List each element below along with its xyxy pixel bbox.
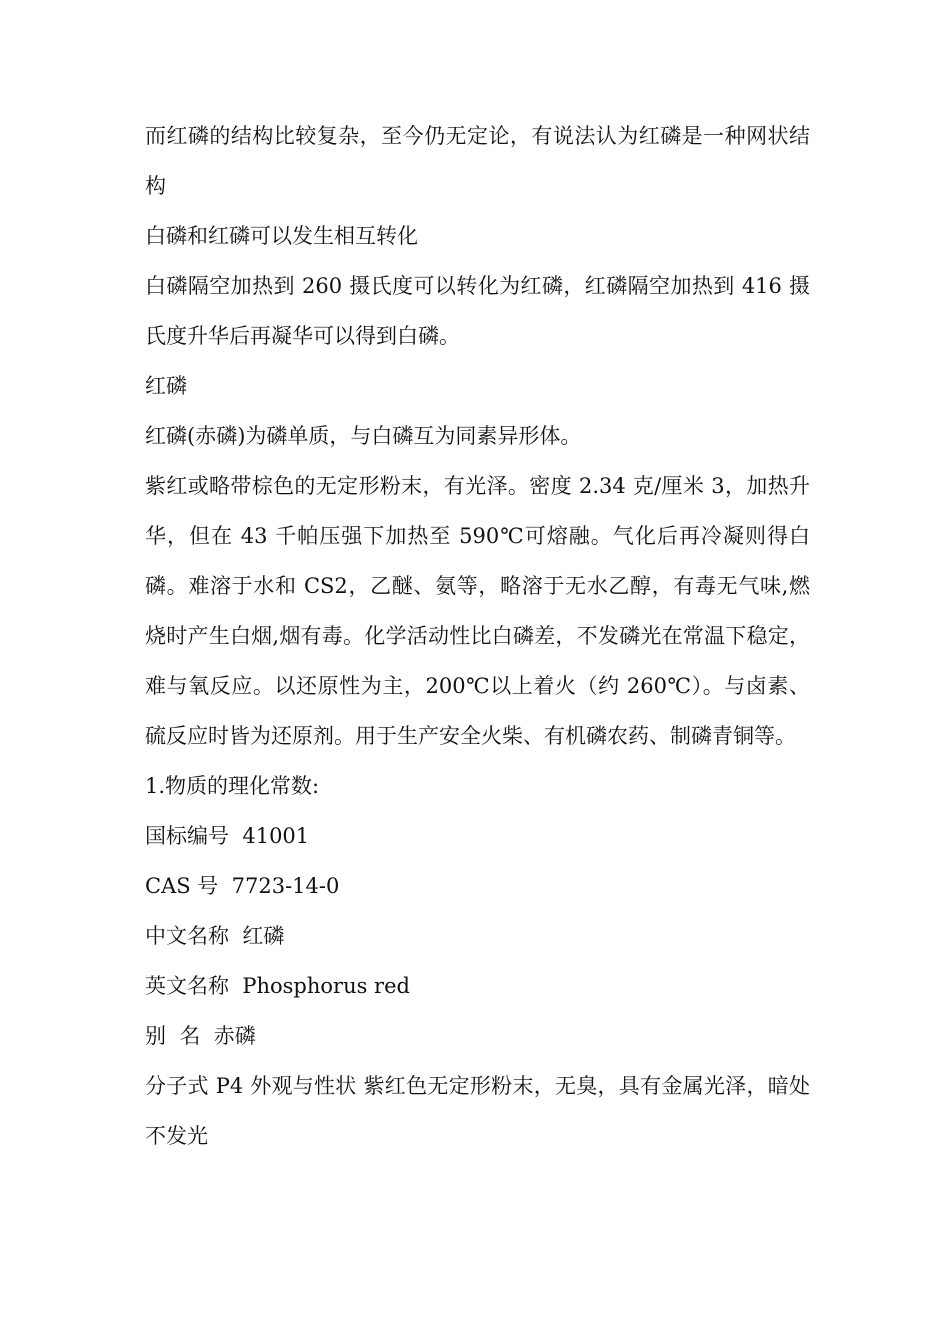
field-alias: 别 名 赤磷 [145,1024,256,1048]
field-national-code: 国标编号 41001 [145,824,310,848]
paragraph-interconversion-heading: 白磷和红磷可以发生相互转化 [145,224,418,248]
paragraph-properties: 紫红或略带棕色的无定形粉末，有光泽。密度 2.34 克/厘米 3，加热升华，但在 43 千帕压强下加热至 590℃可熔融。气化后再冷凝则得白磷。难溶于水和 CS2，乙醚、氨等，略溶于无水乙醇，有毒无气味,燃烧时产生白烟,烟有毒。化学活动性比白磷差，不发磷光在常温下稳定，难与氧反应。以还原性为主，200℃以上着火（约 260℃）。与卤素、硫反应时皆为还原剂。用于生产安全火柴、有机磷农药、制磷青铜等。 [145,474,810,748]
field-english-name: 英文名称 Phosphorus red [145,974,410,998]
section-heading-constants: 1.物质的理化常数: [145,774,320,798]
section-heading-red-phosphorus: 红磷 [145,374,187,398]
field-cas-number: CAS 号 7723-14-0 [145,874,340,898]
paragraph-interconversion-detail: 白磷隔空加热到 260 摄氏度可以转化为红磷，红磷隔空加热到 416 摄氏度升华后再凝华可以得到白磷。 [145,274,810,348]
field-chinese-name: 中文名称 红磷 [145,924,285,948]
field-formula-appearance: 分子式 P4 外观与性状 紫红色无定形粉末，无臭，具有金属光泽，暗处不发光 [145,1074,810,1148]
paragraph-allotrope: 红磷(赤磷)为磷单质，与白磷互为同素异形体。 [145,424,582,448]
document-body [145,111,810,1161]
paragraph-red-phosphorus-structure: 而红磷的结构比较复杂，至今仍无定论，有说法认为红磷是一种网状结构 [145,124,810,198]
